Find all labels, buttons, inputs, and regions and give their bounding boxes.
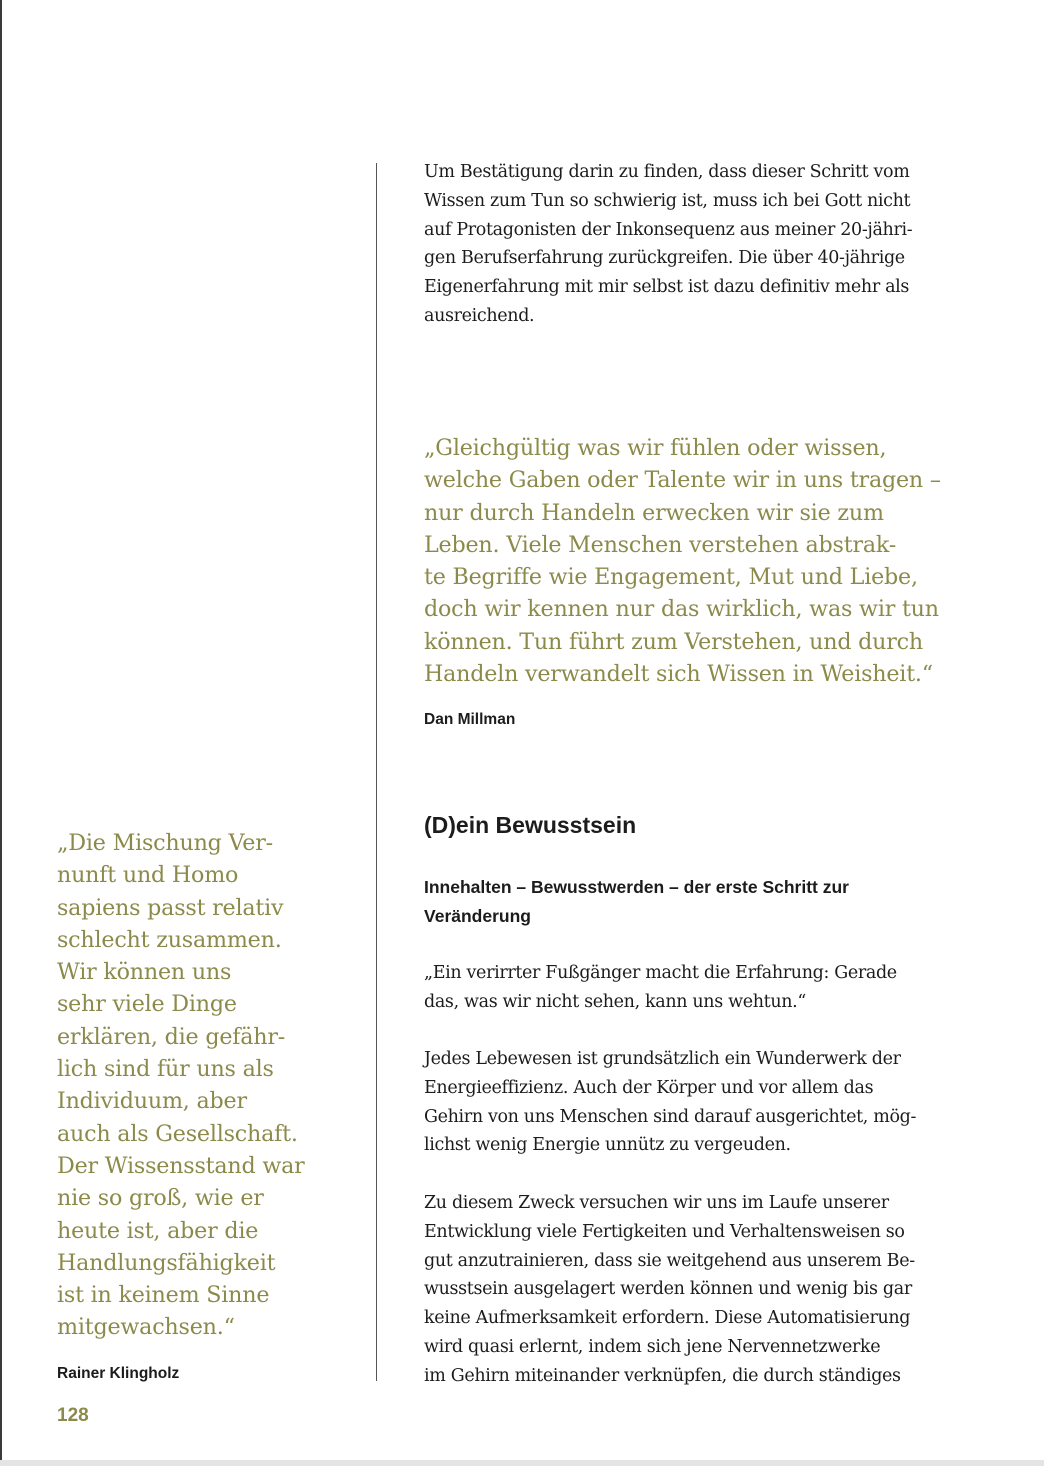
paragraph-fussgaenger-quote: „Ein verirrter Fußgänger macht die Erfahrung: Gerade das, was wir nicht sehen, kann uns wehtun.“ (424, 963, 897, 1012)
paragraph-energieeffizienz: Jedes Lebewesen ist grundsätzlich ein Wunderwerk der Energieeffizienz. Auch der Körper und vor allem das Gehirn von uns Menschen sind darauf ausgerichtet, mög- lichst wenig Energie unnütz zu vergeuden. (424, 1049, 917, 1156)
section-subheading: Innehalten – Bewusstwerden – der erste Schritt zur Veränderung (424, 877, 849, 926)
page-edge (0, 0, 2, 1466)
page-bottom-edge (0, 1460, 1044, 1466)
page-number: 128 (57, 1405, 89, 1426)
main-quote-author: Dan Millman (424, 711, 516, 728)
side-quote-author: Rainer Klingholz (57, 1365, 180, 1382)
section-title: (D)ein Bewusstsein (424, 812, 637, 838)
paragraph-automatisierung: Zu diesem Zweck versuchen wir uns im Laufe unserer Entwicklung viele Fertigkeiten und Verhaltensweisen so gut anzutrainieren, dass sie weitgehend aus unserem Be- wusstsein ausgelagert werden können und wenig bis gar keine Aufmerksamkeit erfordern. Diese Automatisierung wird quasi erlernt, indem sich jene Nervennetzwerke im Gehirn miteinander verknüpfen, die durch ständiges (424, 1193, 915, 1386)
intro-paragraph: Um Bestätigung darin zu finden, dass dieser Schritt vom Wissen zum Tun so schwierig ist, muss ich bei Gott nicht auf Protagonisten der Inkonsequenz aus meiner 20-jähri- gen Berufserfahrung zurückgreifen. Die über 40-jährige Eigenerfahrung mit mir selbst ist dazu definitiv mehr als ausreichend. (424, 162, 913, 326)
column-divider (376, 163, 377, 1381)
side-quote: „Die Mischung Ver- nunft und Homo sapiens passt relativ schlecht zusammen. Wir können uns sehr viele Dinge erklären, die gefähr- lich sind für uns als Individuum, aber auch als Gesellschaft. Der Wissensstand war nie so groß, wie er heute ist, aber die Handlungsfähigkeit ist in keinem Sinne mitgewachsen.“ (57, 830, 305, 1341)
main-quote: „Gleichgültig was wir fühlen oder wissen, welche Gaben oder Talente wir in uns tragen – nur durch Handeln erwecken wir sie zum Leben. Viele Menschen verstehen abstrak- te Begriffe wie Engagement, Mut und Liebe, doch wir kennen nur das wirklich, was wir tun können. Tun führt zum Verstehen, und durch Handeln verwandelt sich Wissen in Weisheit.“ (424, 435, 941, 688)
